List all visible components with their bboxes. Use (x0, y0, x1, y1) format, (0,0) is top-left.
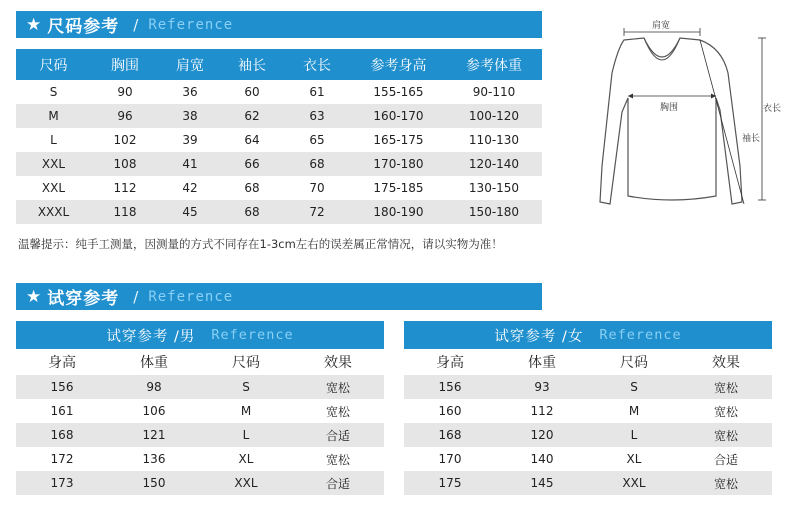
table-cell: S (588, 375, 680, 399)
table-cell: 102 (113, 133, 137, 147)
table-cell: 168 (404, 423, 496, 447)
table-cell: S (200, 375, 292, 399)
table-cell: 118 (91, 200, 159, 224)
table-row (404, 399, 772, 423)
table-row (16, 399, 384, 423)
weight-col-header: 体重 (528, 355, 556, 371)
table-cell: 180-190 (351, 200, 446, 224)
table-cell: 60 (244, 85, 260, 99)
effect-col-header: 效果 (324, 355, 352, 371)
table-cell: 68 (283, 152, 351, 176)
table-cell: XXL (588, 471, 680, 495)
table-cell: 110-130 (468, 133, 520, 147)
table-cell: L (50, 133, 57, 147)
table-cell: 68 (244, 181, 260, 195)
table-cell: 161 (50, 404, 74, 418)
weight-col-header: 参考体重 (446, 49, 542, 80)
table-cell: 宽松 (292, 375, 384, 399)
table-cell: 130-150 (468, 181, 520, 195)
table-cell: 38 (159, 104, 221, 128)
table-cell: 42 (182, 181, 198, 195)
table-cell: 合适 (292, 423, 384, 447)
male-table-title: 试穿参考 /男 (106, 328, 196, 345)
table-cell: 合适 (713, 452, 738, 467)
male-fit-table (16, 349, 384, 495)
table-cell: XL (238, 452, 254, 466)
table-cell: 宽松 (325, 452, 350, 467)
table-cell: 168 (16, 423, 108, 447)
size-section-reference: Reference (148, 16, 234, 33)
table-cell: 72 (283, 200, 351, 224)
length-label: 衣长 (763, 104, 782, 114)
table-row (16, 80, 542, 104)
table-cell: XXL (200, 471, 292, 495)
shoulder-label: 肩宽 (652, 21, 671, 31)
table-cell: 63 (283, 104, 351, 128)
table-cell: S (49, 85, 58, 99)
table-cell: 90 (117, 85, 133, 99)
table-cell: 173 (16, 471, 108, 495)
table-row (404, 471, 772, 495)
table-cell: L (200, 423, 292, 447)
table-cell: 120 (496, 423, 588, 447)
female-table-title: 试穿参考 /女 (494, 328, 584, 345)
table-row (16, 423, 384, 447)
table-cell: 136 (142, 452, 166, 466)
table-cell: 45 (159, 200, 221, 224)
table-cell: 112 (113, 181, 137, 195)
table-cell: 175 (404, 471, 496, 495)
fit-section-header (16, 283, 542, 310)
effect-col-header: 效果 (712, 355, 740, 371)
table-cell: 150 (108, 471, 200, 495)
size-section-title: 尺码参考 (47, 17, 120, 37)
table-cell: 65 (309, 133, 325, 147)
table-cell: 70 (309, 181, 325, 195)
sleeve-col-header: 袖长 (221, 49, 283, 80)
garment-measurement-diagram (572, 18, 782, 218)
table-cell: 120-140 (446, 152, 542, 176)
table-cell: 96 (91, 104, 159, 128)
shirt-outline (600, 38, 742, 204)
table-cell: 61 (309, 85, 325, 99)
table-row (404, 423, 772, 447)
table-cell: 90-110 (472, 85, 516, 99)
male-table-header-row (16, 349, 384, 375)
table-cell: 宽松 (680, 375, 772, 399)
section-slash: / (133, 15, 139, 34)
fit-section-reference: Reference (148, 288, 234, 305)
table-cell: 108 (91, 152, 159, 176)
star-icon: ★ (26, 14, 42, 35)
table-cell: 140 (530, 452, 554, 466)
section-slash: / (133, 287, 139, 306)
female-table-reference: Reference (599, 327, 682, 343)
table-cell: 160 (438, 404, 462, 418)
table-cell: 宽松 (680, 471, 772, 495)
table-cell: 165-175 (373, 133, 424, 147)
table-cell: L (588, 423, 680, 447)
table-cell: 156 (16, 375, 108, 399)
female-table-header (404, 321, 772, 349)
table-cell: 68 (221, 200, 283, 224)
table-cell: XXL (16, 152, 91, 176)
measurement-note: 温馨提示：纯手工测量，因测量的方式不同存在1-3cm左右的误差属正常情况，请以实物为准！ (18, 237, 503, 251)
size-col-header: 尺码 (620, 355, 648, 371)
male-table-reference: Reference (211, 327, 294, 343)
table-row (16, 128, 542, 152)
table-cell: M (240, 404, 252, 418)
table-cell: 93 (496, 375, 588, 399)
weight-col-header: 体重 (140, 355, 168, 371)
height-col-header: 身高 (48, 355, 76, 371)
height-col-header: 身高 (436, 355, 464, 371)
table-cell: 156 (404, 375, 496, 399)
table-row (16, 200, 542, 224)
table-row (404, 375, 772, 399)
table-cell: 175-185 (373, 181, 424, 195)
table-cell: 66 (221, 152, 283, 176)
female-fit-table (404, 349, 772, 495)
table-cell: 106 (142, 404, 166, 418)
star-icon: ★ (26, 286, 42, 307)
height-col-header: 参考身高 (351, 49, 446, 80)
table-row (16, 375, 384, 399)
table-cell: 64 (244, 133, 260, 147)
table-cell: 41 (159, 152, 221, 176)
table-cell: 155-165 (373, 85, 424, 99)
table-cell: M (628, 404, 640, 418)
sleeve-label: 袖长 (742, 134, 761, 144)
table-cell: 170-180 (351, 152, 446, 176)
table-cell: 121 (108, 423, 200, 447)
table-cell: 宽松 (680, 423, 772, 447)
table-row (16, 447, 384, 471)
fit-section-title: 试穿参考 (47, 289, 120, 309)
male-table-header (16, 321, 384, 349)
table-row (16, 104, 542, 128)
length-col-header: 衣长 (283, 49, 351, 80)
table-cell: 172 (50, 452, 74, 466)
female-table-header-row (404, 349, 772, 375)
table-cell: 39 (182, 133, 198, 147)
size-table (16, 49, 542, 224)
table-cell: 170 (438, 452, 462, 466)
table-row (16, 176, 542, 200)
table-cell: 合适 (292, 471, 384, 495)
chest-label: 胸围 (660, 103, 679, 113)
shoulder-col-header: 肩宽 (159, 49, 221, 80)
size-col-header: 尺码 (232, 355, 260, 371)
table-cell: XXL (41, 181, 66, 195)
table-cell: 宽松 (713, 404, 738, 419)
table-cell: 100-120 (446, 104, 542, 128)
table-row (16, 471, 384, 495)
table-cell: XL (626, 452, 642, 466)
table-cell: XXXL (16, 200, 91, 224)
size-col-header: 尺码 (16, 49, 91, 80)
chest-col-header: 胸围 (91, 49, 159, 80)
table-cell: 36 (182, 85, 198, 99)
size-table-header-row (16, 49, 542, 80)
table-row (16, 152, 542, 176)
table-cell: 宽松 (325, 404, 350, 419)
size-section-header (16, 11, 542, 38)
table-cell: 150-180 (446, 200, 542, 224)
table-cell: 62 (221, 104, 283, 128)
table-cell: 112 (530, 404, 554, 418)
table-cell: M (16, 104, 91, 128)
table-cell: 145 (496, 471, 588, 495)
table-row (404, 447, 772, 471)
table-cell: 160-170 (351, 104, 446, 128)
table-cell: 98 (108, 375, 200, 399)
